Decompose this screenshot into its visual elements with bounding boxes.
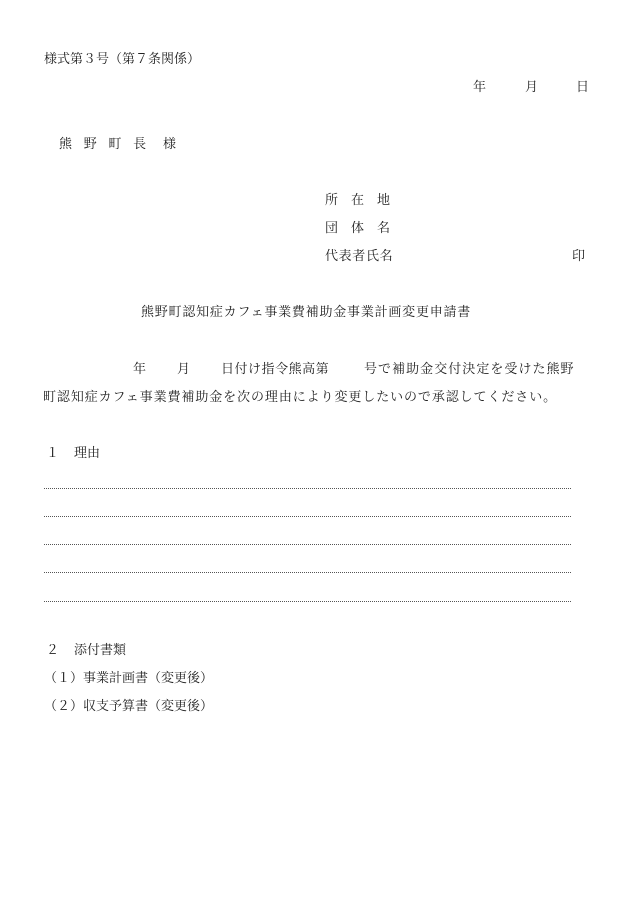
reason-dotted-line [44,601,571,602]
reason-dotted-line [44,488,571,489]
attachment-item: （２）収支予算書（変更後） [44,699,214,714]
reason-dotted-line [44,572,571,573]
section1-title: 理由 [74,446,101,461]
document-title: 熊野町認知症カフェ事業費補助金事業計画変更申請書 [141,305,472,320]
date-month-label: 月 [525,80,539,95]
applicant-organization-label: 団体名 [325,221,404,236]
applicant-representative-label: 代表者氏名 [325,249,394,264]
body-line2: 町認知症カフェ事業費補助金を次の理由により変更したいので承認してください。 [43,390,558,405]
reason-dotted-line [44,544,571,545]
date-year-label: 年 [473,80,487,95]
section2-number: ２ [46,643,60,658]
seal-label: 印 [572,249,586,264]
section1-heading [46,446,100,462]
section2-heading [46,643,126,659]
body-line1-end: 号で補助金交付決定を受けた熊野 [364,362,575,377]
reason-dotted-line [44,516,571,517]
date-day-label: 日 [576,80,590,95]
body-year-label: 年 [133,362,147,377]
addressee [59,137,176,153]
form-number: 様式第３号（第７条関係） [44,52,201,67]
addressee-name: 熊野町長 [59,137,158,152]
attachment-item: （１）事業計画書（変更後） [44,671,214,686]
section2-title: 添付書類 [74,643,127,658]
applicant-location-label: 所在地 [325,193,404,208]
body-month-label: 月 [177,362,191,377]
body-reference-text: 日付け指令熊高第 [221,362,330,377]
section1-number: １ [46,446,60,461]
addressee-honorific: 様 [163,137,177,152]
